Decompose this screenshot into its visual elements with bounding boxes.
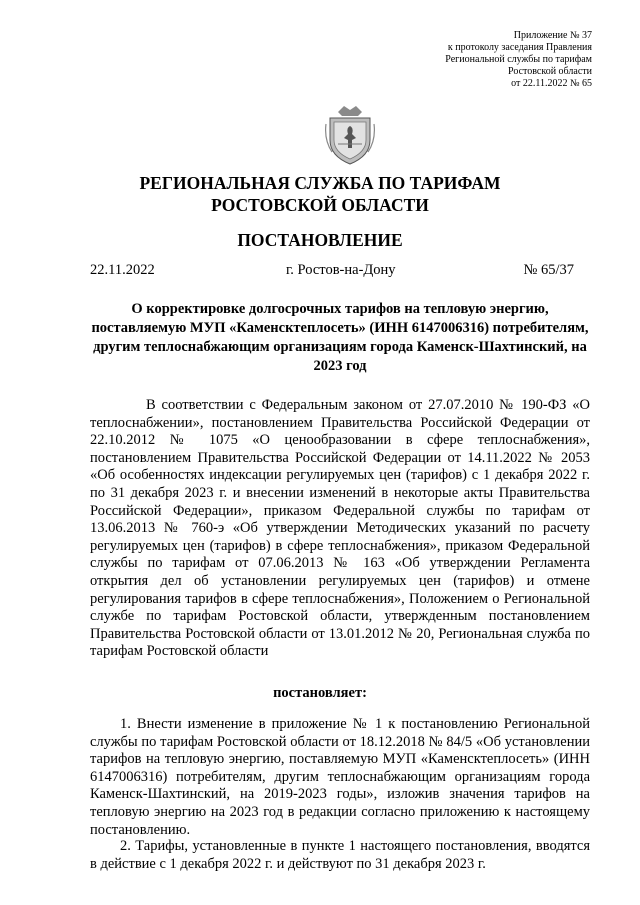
decrees-heading: постановляет: — [273, 685, 367, 701]
agency-name — [0, 172, 640, 216]
coat-of-arms-icon — [324, 104, 376, 166]
clause-paragraph: 2. Тарифы, установленные в пункте 1 настоящего постановления, вводятся в действие с 1 декабря 2022 г. и действуют по 31 декабря 2023 г. — [90, 838, 590, 872]
annex-line: к протоколу заседания Правления — [447, 42, 592, 53]
annex-line: Региональной службы по тарифам — [445, 54, 592, 65]
document-date: 22.11.2022 — [90, 262, 155, 278]
annex-line: Приложение № 37 — [513, 30, 592, 41]
preamble-paragraph: В соответствии с Федеральным законом от 27.07.2010 № 190-ФЗ «О теплоснабжении», постановлением Правительства Российской Федерации от 22.10.2012 № 1075 «О ценообразовании в сфере теплоснабжения», постановлением Правительства Российской Федерации от 14.11.2022 № 2053 «Об особенностях индексации регулируемых цен (тарифов) с 1 декабря 2022 г. по 31 декабря 2023 г. и внесении изменений в некоторые акты Правительства Российской Федерации», приказом Федеральной службы по тарифам от 13.06.2013 № 760-э «Об утверждении Методических указаний по расчету регулируемых цен (тарифов) в сфере теплоснабжения», приказом Федеральной службы по тарифам от 07.06.2013 № 163 «Об утверждении Регламента открытия дел об установлении регулируемых цен (тарифов) и отмене регулирования тарифов в сфере теплоснабжения», Положением о Региональной службе по тарифам Ростовской области, утвержденным постановлением Правительства Ростовской области от 13.01.2012 № 20, Региональная служба по тарифам Ростовской области — [90, 397, 590, 660]
document-number: № 65/37 — [523, 262, 574, 278]
document-place: г. Ростов-на-Дону — [286, 262, 396, 278]
annex-line: Ростовской области — [508, 66, 592, 77]
document-type: ПОСТАНОВЛЕНИЕ — [237, 230, 403, 250]
document-subject: О корректировке долгосрочных тарифов на тепловую энергию, поставляемую МУП «Каменсктеплосеть» (ИНН 6147006316) потребителям, другим теплоснабжающим организациям города Каменск-Шахтинский, на 2023 год — [91, 301, 589, 374]
annex-line: от 22.11.2022 № 65 — [511, 78, 592, 89]
annex-note — [332, 30, 592, 90]
agency-name-line: РЕГИОНАЛЬНАЯ СЛУЖБА ПО ТАРИФАМ — [139, 173, 501, 193]
clause-paragraph: 1. Внести изменение в приложение № 1 к постановлению Региональной службы по тарифам Ростовской области от 18.12.2018 № 84/5 «Об установлении тарифов на тепловую энергию, поставляемую МУП «Каменсктеплосеть» (ИНН 6147006316) потребителям, другим теплоснабжающим организациям города Каменск-Шахтинский, на 2019-2023 годы», изложив значения тарифов на тепловую энергию на 2023 год в редакции согласно приложению к настоящему постановлению. — [90, 716, 590, 838]
agency-name-line: РОСТОВСКОЙ ОБЛАСТИ — [211, 195, 429, 215]
